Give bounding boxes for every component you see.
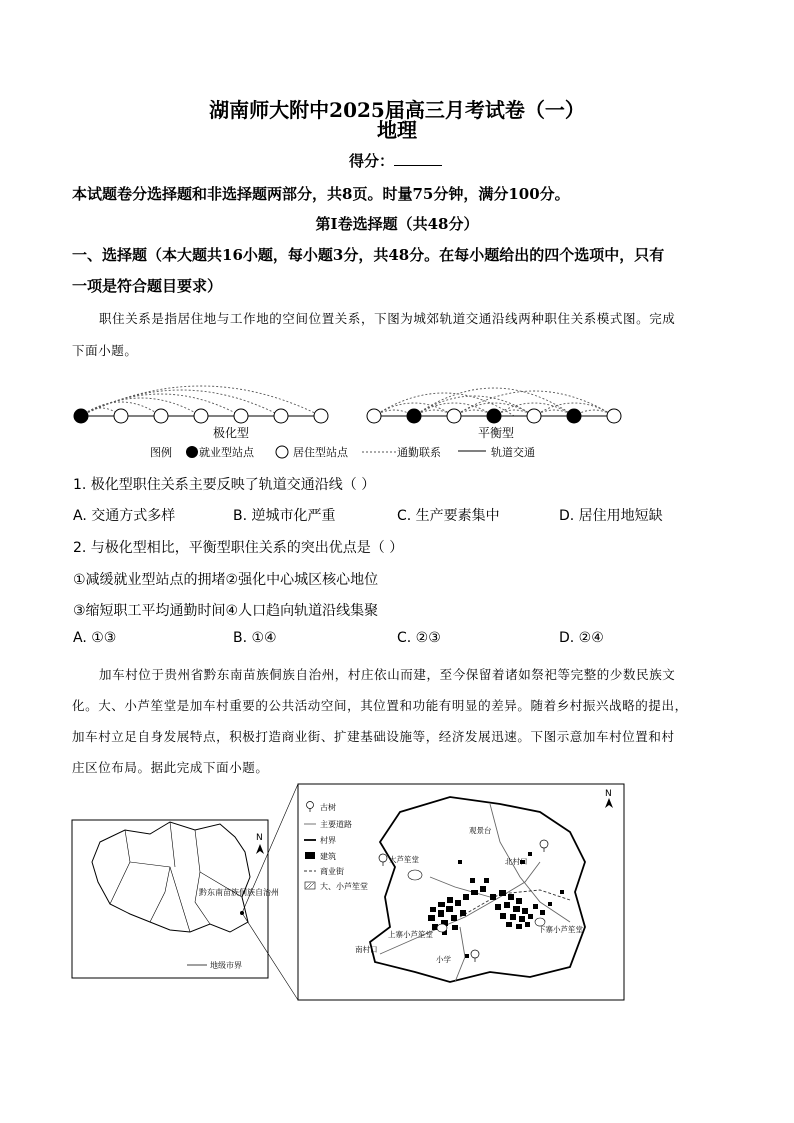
inset-north-label: N [256,833,263,843]
question-2-option-b[interactable]: B. ①④ [233,630,277,646]
legend-employment-label: 就业型站点 [199,446,254,459]
employment-station [407,409,421,423]
question-1-stem: 1. 极化型职住关系主要反映了轨道交通沿线（ ） [73,477,376,493]
label-balanced: 平衡型 [478,426,515,440]
legend-prefecture-label: 地级市界 [210,961,242,970]
village-north-label: N [605,789,612,799]
residential-station [447,409,461,423]
legend-commute-label: 通勤联系 [397,446,441,459]
residential-station [114,409,128,423]
legend-residential-icon [276,446,288,458]
legend-building-label: 建筑 [320,852,336,861]
legend-road-label: 主要道路 [320,820,352,829]
score-field [349,150,442,171]
question-2-statements-2: ③缩短职工平均通勤时间④人口趋向轨道沿线集聚 [73,603,379,619]
residential-station [527,409,541,423]
place-viewing-platform: 观景台 [469,826,492,835]
passage2-line3: 加车村立足自身发展特点，积极打造商业街、扩建基础设施等，经济发展迅速。下图示意加车村位置和村 [72,729,675,744]
place-lower-lusheng-hall: 下寨小芦笙堂 [538,925,583,934]
residential-station [314,409,328,423]
place-north-entrance: 北村口 [505,857,528,866]
prefecture-label: 黔东南苗族侗族自治州 [199,888,279,897]
question-1-option-b[interactable]: B. 逆城市化严重 [233,508,336,524]
score-label: 得分： [349,152,395,170]
residential-station [154,409,168,423]
place-south-entrance: 南村口 [355,945,378,954]
legend-rail-label: 轨道交通 [491,446,535,459]
question-2-option-d[interactable]: D. ②④ [559,630,604,646]
legend-commercial-label: 商业街 [320,867,344,876]
residential-station [194,409,208,423]
legend-hall-label: 大、小芦笙堂 [320,882,368,891]
passage2-line1: 加车村位于贵州省黔东南苗族侗族自治州，村庄依山而建，至今保留着诸如祭祀等完整的少数民族文 [99,667,676,682]
employment-station [567,409,581,423]
commute-pattern-diagram [66,362,636,462]
label-polarized: 极化型 [213,426,250,440]
employment-station [74,409,88,423]
legend-hall-icon [305,882,315,889]
passage2-line2: 化。大、小芦笙堂是加车村重要的公共活动空间，其位置和功能有明显的差异。随着乡村振兴战略的提出， [72,698,688,713]
question-2-option-a[interactable]: A. ①③ [73,630,117,646]
legend-boundary-label: 村界 [320,836,336,845]
residential-station [367,409,381,423]
score-blank [394,151,442,166]
part-title: 第Ⅰ卷选择题（共48分） [315,215,479,233]
passage1-line2: 下面小题。 [72,343,138,358]
place-big-lusheng-hall: 大芦笙堂 [389,855,419,864]
residential-station [234,409,248,423]
place-school: 小学 [436,955,451,964]
passage2-line4: 庄区位布局。据此完成下面小题。 [72,760,269,775]
question-2-stem: 2. 与极化型相比，平衡型职住关系的突出优点是（ ） [73,540,404,556]
legend-title: 图例 [150,446,172,459]
legend-employment-icon [186,446,198,458]
legend-tree-label: 古树 [320,803,336,812]
exam-intro: 本试题卷分选择题和非选择题两部分，共8页。时量75分钟，满分100分。 [72,185,570,203]
section-heading-line2: 一项是符合题目要求） [72,277,223,295]
residential-station [274,409,288,423]
legend-residential-label: 居住型站点 [293,446,348,459]
legend-tree-icon [307,802,314,809]
exam-title: 湖南师大附中2025届高三月考试卷（一） [209,98,585,122]
residential-station [607,409,621,423]
question-1-option-c[interactable]: C. 生产要素集中 [397,508,500,524]
employment-station [487,409,501,423]
question-2-option-c[interactable]: C. ②③ [397,630,441,646]
section-heading-line1: 一、选择题（本大题共16小题，每小题3分，共48分。在每小题给出的四个选项中，只有 [72,246,665,264]
question-2-statements-1: ①减缓就业型站点的拥堵②强化中心城区核心地位 [73,572,379,588]
jiache-village-map [70,782,630,1002]
place-upper-lusheng-hall: 上寨小芦笙堂 [388,930,433,939]
question-1-option-d[interactable]: D. 居住用地短缺 [559,508,663,524]
subject-title: 地理 [377,118,417,142]
passage1-line1: 职住关系是指居住地与工作地的空间位置关系，下图为城郊轨道交通沿线两种职住关系模式图。完成 [99,311,676,326]
question-1-option-a[interactable]: A. 交通方式多样 [73,508,176,524]
legend-building-icon [305,852,315,859]
